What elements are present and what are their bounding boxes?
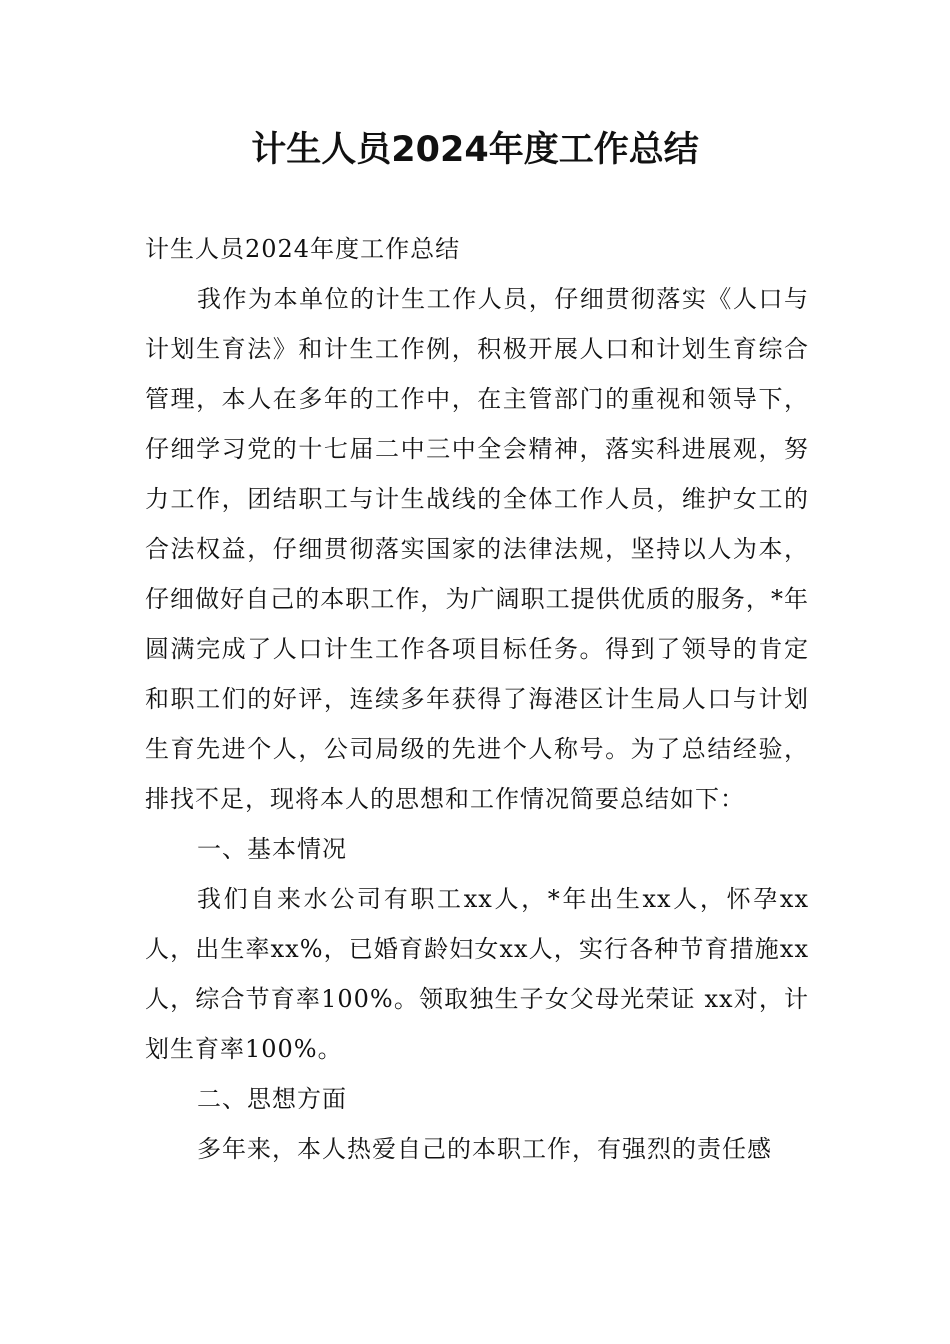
- paragraph-intro: 我作为本单位的计生工作人员，仔细贯彻落实《人口与计划生育法》和计生工作例，积极开展人口和计划生育综合管理，本人在多年的工作中，在主管部门的重视和领导下，仔细学习党的十七届二中三中全会精神，落实科进展观，努力工作，团结职工与计生战线的全体工作人员，维护女工的合法权益，仔细贯彻落实国家的法律法规，坚持以人为本，仔细做好自己的本职工作，为广阔职工提供优质的服务，*年圆满完成了人口计生工作各项目标任务。得到了领导的肯定和职工们的好评，连续多年获得了海港区计生局人口与计划生育先进个人，公司局级的先进个人称号。为了总结经验，排找不足，现将本人的思想和工作情况简要总结如下：: [145, 285, 809, 813]
- section-heading-basic-situation: 一、基本情况: [197, 835, 347, 863]
- section-heading-ideology: 二、思想方面: [197, 1085, 347, 1113]
- paragraph-ideology: 多年来，本人热爱自己的本职工作，有强烈的责任感: [197, 1135, 772, 1163]
- document-title: 计生人员2024年度工作总结: [251, 130, 699, 170]
- paragraph-basic-situation: 我们自来水公司有职工xx人，*年出生xx人，怀孕xx人，出生率xx%，已婚育龄妇女xx人，实行各种节育措施xx人，综合节育率100%。领取独生子女父母光荣证 xx对，计划生育率100%。: [145, 885, 809, 1063]
- document-body: [145, 224, 809, 1174]
- paragraph-subtitle: 计生人员2024年度工作总结: [145, 235, 461, 263]
